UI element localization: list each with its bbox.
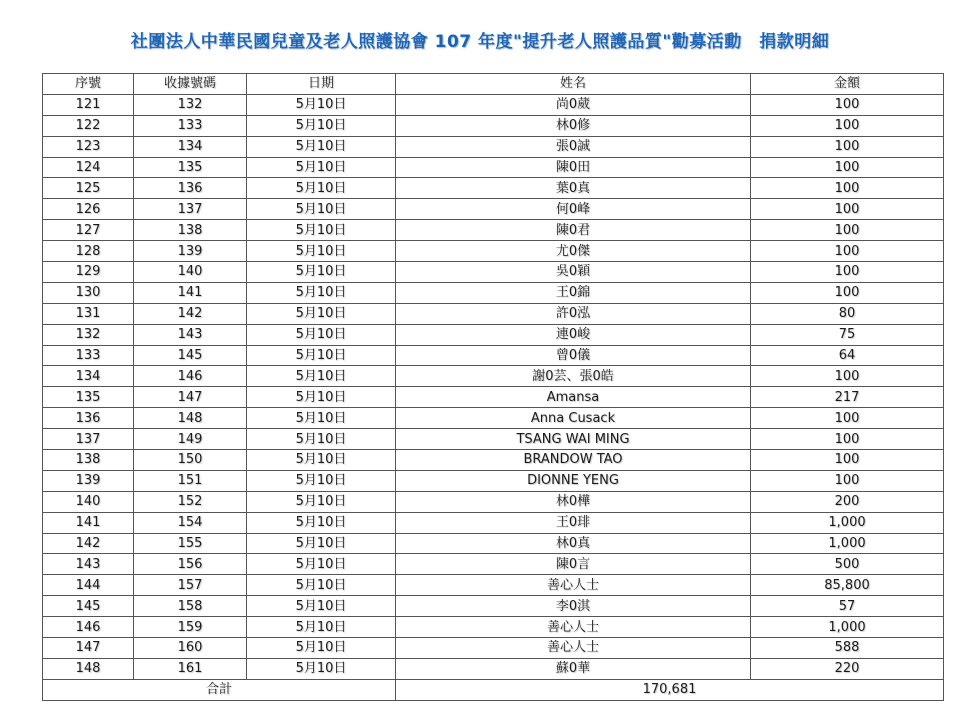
- table-row: [43, 554, 944, 575]
- cell-name: 李0淇: [396, 596, 751, 617]
- table-row: [43, 450, 944, 471]
- cell-date: 5月10日: [247, 199, 396, 220]
- table-row: [43, 470, 944, 491]
- cell-seq: 129: [43, 262, 134, 283]
- cell-amount: 80: [751, 303, 944, 324]
- table-row: [43, 575, 944, 596]
- cell-seq: 134: [43, 366, 134, 387]
- cell-date: 5月10日: [247, 157, 396, 178]
- table-row: [43, 408, 944, 429]
- cell-amount: 85,800: [751, 575, 944, 596]
- cell-seq: 139: [43, 470, 134, 491]
- table-row: [43, 429, 944, 450]
- cell-receipt: 141: [134, 282, 247, 303]
- cell-name: 善心人士: [396, 575, 751, 596]
- cell-name: 曾0儀: [396, 345, 751, 366]
- cell-receipt: 154: [134, 512, 247, 533]
- table-row: [43, 220, 944, 241]
- cell-receipt: 135: [134, 157, 247, 178]
- cell-seq: 137: [43, 429, 134, 450]
- header-amount: 金額: [751, 74, 944, 95]
- table-row: [43, 638, 944, 659]
- cell-receipt: 133: [134, 115, 247, 136]
- cell-receipt: 149: [134, 429, 247, 450]
- cell-name: 善心人士: [396, 617, 751, 638]
- cell-name: 王0琲: [396, 512, 751, 533]
- cell-amount: 100: [751, 178, 944, 199]
- cell-seq: 124: [43, 157, 134, 178]
- cell-seq: 128: [43, 241, 134, 262]
- cell-name: 蘇0華: [396, 658, 751, 679]
- cell-amount: 1,000: [751, 512, 944, 533]
- cell-amount: 1,000: [751, 533, 944, 554]
- cell-seq: 121: [43, 94, 134, 115]
- table-row: [43, 241, 944, 262]
- cell-name: Amansa: [396, 387, 751, 408]
- cell-seq: 131: [43, 303, 134, 324]
- cell-seq: 132: [43, 324, 134, 345]
- cell-date: 5月10日: [247, 282, 396, 303]
- cell-amount: 100: [751, 241, 944, 262]
- cell-amount: 100: [751, 408, 944, 429]
- cell-amount: 217: [751, 387, 944, 408]
- cell-name: 尤0傑: [396, 241, 751, 262]
- table-row: [43, 262, 944, 283]
- cell-name: DIONNE YENG: [396, 470, 751, 491]
- cell-receipt: 151: [134, 470, 247, 491]
- cell-date: 5月10日: [247, 324, 396, 345]
- cell-seq: 127: [43, 220, 134, 241]
- cell-receipt: 156: [134, 554, 247, 575]
- page-title: 社團法人中華民國兒童及老人照護協會 107 年度"提升老人照護品質"勸募活動 捐款明細: [130, 32, 830, 52]
- cell-name: 連0峻: [396, 324, 751, 345]
- cell-date: 5月10日: [247, 575, 396, 596]
- cell-amount: 100: [751, 282, 944, 303]
- cell-date: 5月10日: [247, 638, 396, 659]
- table-row: [43, 658, 944, 679]
- cell-receipt: 155: [134, 533, 247, 554]
- cell-amount: 100: [751, 136, 944, 157]
- table-row: [43, 387, 944, 408]
- cell-receipt: 157: [134, 575, 247, 596]
- cell-receipt: 136: [134, 178, 247, 199]
- cell-seq: 125: [43, 178, 134, 199]
- cell-receipt: 140: [134, 262, 247, 283]
- cell-seq: 138: [43, 450, 134, 471]
- cell-date: 5月10日: [247, 115, 396, 136]
- cell-name: 王0錦: [396, 282, 751, 303]
- donation-table: [42, 73, 944, 701]
- cell-seq: 147: [43, 638, 134, 659]
- cell-date: 5月10日: [247, 533, 396, 554]
- cell-date: 5月10日: [247, 178, 396, 199]
- cell-date: 5月10日: [247, 470, 396, 491]
- cell-amount: 75: [751, 324, 944, 345]
- cell-date: 5月10日: [247, 450, 396, 471]
- cell-date: 5月10日: [247, 366, 396, 387]
- cell-amount: 100: [751, 115, 944, 136]
- total-amount: 170,681: [396, 679, 944, 700]
- table-row: [43, 345, 944, 366]
- cell-seq: 148: [43, 658, 134, 679]
- table-row: [43, 303, 944, 324]
- cell-seq: 126: [43, 199, 134, 220]
- cell-name: 何0峰: [396, 199, 751, 220]
- cell-amount: 100: [751, 450, 944, 471]
- cell-date: 5月10日: [247, 429, 396, 450]
- cell-date: 5月10日: [247, 345, 396, 366]
- table-row: [43, 157, 944, 178]
- cell-amount: 100: [751, 366, 944, 387]
- cell-receipt: 132: [134, 94, 247, 115]
- cell-date: 5月10日: [247, 262, 396, 283]
- cell-date: 5月10日: [247, 408, 396, 429]
- cell-name: 陳0言: [396, 554, 751, 575]
- table-row: [43, 199, 944, 220]
- cell-name: Anna Cusack: [396, 408, 751, 429]
- table-row: [43, 512, 944, 533]
- cell-receipt: 161: [134, 658, 247, 679]
- header-seq: 序號: [43, 74, 134, 95]
- cell-seq: 141: [43, 512, 134, 533]
- cell-amount: 220: [751, 658, 944, 679]
- table-row: [43, 533, 944, 554]
- cell-date: 5月10日: [247, 220, 396, 241]
- cell-seq: 146: [43, 617, 134, 638]
- cell-seq: 136: [43, 408, 134, 429]
- cell-name: 陳0君: [396, 220, 751, 241]
- cell-receipt: 139: [134, 241, 247, 262]
- table-row: [43, 115, 944, 136]
- table-row: [43, 94, 944, 115]
- cell-name: 尚0葳: [396, 94, 751, 115]
- cell-receipt: 137: [134, 199, 247, 220]
- cell-amount: 64: [751, 345, 944, 366]
- cell-name: 張0誠: [396, 136, 751, 157]
- total-row: [43, 679, 944, 700]
- cell-receipt: 142: [134, 303, 247, 324]
- cell-amount: 100: [751, 94, 944, 115]
- cell-receipt: 160: [134, 638, 247, 659]
- cell-amount: 100: [751, 429, 944, 450]
- cell-date: 5月10日: [247, 617, 396, 638]
- cell-name: 吳0穎: [396, 262, 751, 283]
- cell-seq: 140: [43, 491, 134, 512]
- cell-name: TSANG WAI MING: [396, 429, 751, 450]
- cell-receipt: 143: [134, 324, 247, 345]
- cell-amount: 100: [751, 262, 944, 283]
- cell-receipt: 147: [134, 387, 247, 408]
- cell-seq: 133: [43, 345, 134, 366]
- cell-amount: 500: [751, 554, 944, 575]
- cell-receipt: 145: [134, 345, 247, 366]
- cell-seq: 135: [43, 387, 134, 408]
- cell-date: 5月10日: [247, 241, 396, 262]
- header-name: 姓名: [396, 74, 751, 95]
- cell-date: 5月10日: [247, 554, 396, 575]
- cell-seq: 122: [43, 115, 134, 136]
- cell-receipt: 138: [134, 220, 247, 241]
- table-header-row: [43, 74, 944, 95]
- table-row: [43, 491, 944, 512]
- table-row: [43, 178, 944, 199]
- cell-seq: 142: [43, 533, 134, 554]
- total-label: 合計: [43, 679, 396, 700]
- cell-date: 5月10日: [247, 596, 396, 617]
- cell-date: 5月10日: [247, 512, 396, 533]
- cell-seq: 143: [43, 554, 134, 575]
- cell-amount: 100: [751, 220, 944, 241]
- header-receipt: 收據號碼: [134, 74, 247, 95]
- table-row: [43, 282, 944, 303]
- cell-amount: 200: [751, 491, 944, 512]
- cell-amount: 100: [751, 199, 944, 220]
- table-row: [43, 136, 944, 157]
- cell-date: 5月10日: [247, 136, 396, 157]
- table-row: [43, 617, 944, 638]
- cell-receipt: 159: [134, 617, 247, 638]
- cell-amount: 57: [751, 596, 944, 617]
- cell-name: 謝0芸、張0皓: [396, 366, 751, 387]
- cell-date: 5月10日: [247, 303, 396, 324]
- cell-receipt: 146: [134, 366, 247, 387]
- cell-receipt: 158: [134, 596, 247, 617]
- header-date: 日期: [247, 74, 396, 95]
- cell-seq: 123: [43, 136, 134, 157]
- cell-date: 5月10日: [247, 387, 396, 408]
- cell-name: 許0泓: [396, 303, 751, 324]
- cell-amount: 588: [751, 638, 944, 659]
- cell-date: 5月10日: [247, 491, 396, 512]
- cell-amount: 100: [751, 157, 944, 178]
- cell-name: BRANDOW TAO: [396, 450, 751, 471]
- cell-name: 葉0真: [396, 178, 751, 199]
- cell-receipt: 148: [134, 408, 247, 429]
- cell-seq: 144: [43, 575, 134, 596]
- cell-receipt: 150: [134, 450, 247, 471]
- cell-date: 5月10日: [247, 658, 396, 679]
- cell-name: 林0真: [396, 533, 751, 554]
- cell-amount: 100: [751, 470, 944, 491]
- cell-name: 陳0田: [396, 157, 751, 178]
- cell-amount: 1,000: [751, 617, 944, 638]
- cell-seq: 130: [43, 282, 134, 303]
- cell-name: 林0修: [396, 115, 751, 136]
- cell-name: 林0樺: [396, 491, 751, 512]
- table-row: [43, 366, 944, 387]
- cell-seq: 145: [43, 596, 134, 617]
- cell-date: 5月10日: [247, 94, 396, 115]
- table-row: [43, 596, 944, 617]
- cell-receipt: 134: [134, 136, 247, 157]
- table-row: [43, 324, 944, 345]
- table-body: [43, 94, 944, 679]
- cell-receipt: 152: [134, 491, 247, 512]
- cell-name: 善心人士: [396, 638, 751, 659]
